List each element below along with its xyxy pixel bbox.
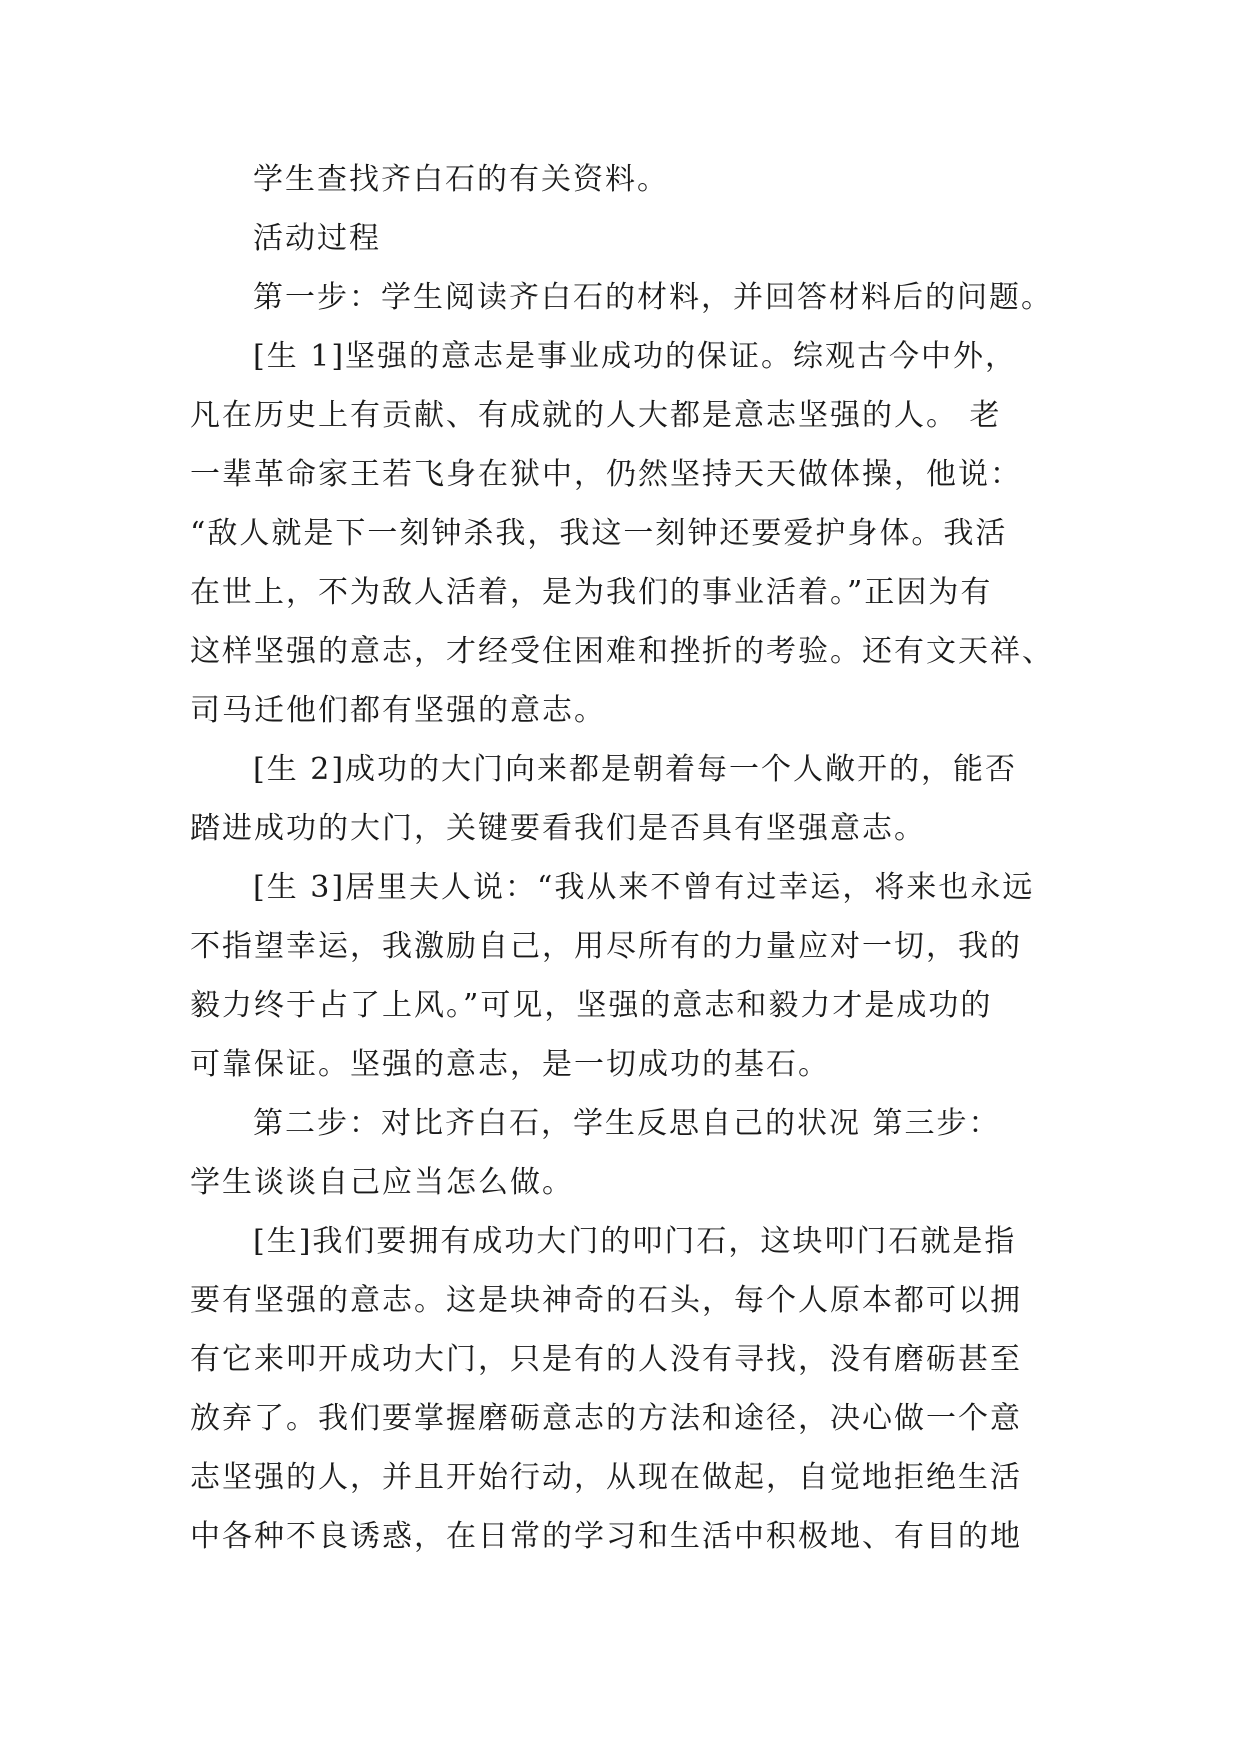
paragraph-line: 有它来叩开成功大门，只是有的人没有寻找，没有磨砺甚至 — [190, 1342, 1022, 1377]
paragraph-line: 这样坚强的意志，才经受住困难和挫折的考验。还有文天祥、 — [190, 634, 1054, 669]
paragraph-line: 第二步：对比齐白石，学生反思自己的状况 第三步： — [253, 1106, 1001, 1141]
paragraph-line: [生 2]成功的大门向来都是朝着每一个人敞开的，能否 — [253, 752, 1018, 787]
section-heading: 活动过程 — [253, 221, 381, 256]
paragraph-line: [生]我们要拥有成功大门的叩门石，这块叩门石就是指 — [253, 1224, 1017, 1259]
paragraph-line: 放弃了。我们要掌握磨砺意志的方法和途径，决心做一个意 — [190, 1401, 1022, 1436]
paragraph-line: [生 1]坚强的意志是事业成功的保证。综观古今中外， — [253, 339, 1018, 374]
paragraph-line: 司马迁他们都有坚强的意志。 — [190, 693, 606, 728]
paragraph-line: [生 3]居里夫人说：“我从来不曾有过幸运，将来也永远 — [253, 870, 1035, 905]
paragraph-line: 学生谈谈自己应当怎么做。 — [190, 1165, 574, 1200]
paragraph-line: 第一步：学生阅读齐白石的材料，并回答材料后的问题。 — [253, 280, 1053, 315]
paragraph-line: 踏进成功的大门，关键要看我们是否具有坚强意志。 — [190, 811, 926, 846]
paragraph-line: 在世上，不为敌人活着，是为我们的事业活着。”正因为有 — [190, 575, 993, 610]
paragraph-line: 不指望幸运，我激励自己，用尽所有的力量应对一切，我的 — [190, 929, 1022, 964]
paragraph-line: 可靠保证。坚强的意志，是一切成功的基石。 — [190, 1047, 830, 1082]
document-page — [190, 150, 1054, 1566]
paragraph-line: 毅力终于占了上风。”可见，坚强的意志和毅力才是成功的 — [190, 988, 993, 1023]
paragraph-line: 志坚强的人，并且开始行动，从现在做起，自觉地拒绝生活 — [190, 1460, 1022, 1495]
paragraph-line: 一辈革命家王若飞身在狱中，仍然坚持天天做体操，他说： — [190, 457, 1022, 492]
paragraph-line: 中各种不良诱惑，在日常的学习和生活中积极地、有目的地 — [190, 1519, 1022, 1554]
paragraph-line: 要有坚强的意志。这是块神奇的石头，每个人原本都可以拥 — [190, 1283, 1022, 1318]
paragraph-line: 凡在历史上有贡献、有成就的人大都是意志坚强的人。 老 — [190, 398, 1002, 433]
paragraph-line: “敌人就是下一刻钟杀我，我这一刻钟还要爱护身体。我活 — [190, 516, 1008, 551]
paragraph-line: 学生查找齐白石的有关资料。 — [253, 162, 669, 197]
